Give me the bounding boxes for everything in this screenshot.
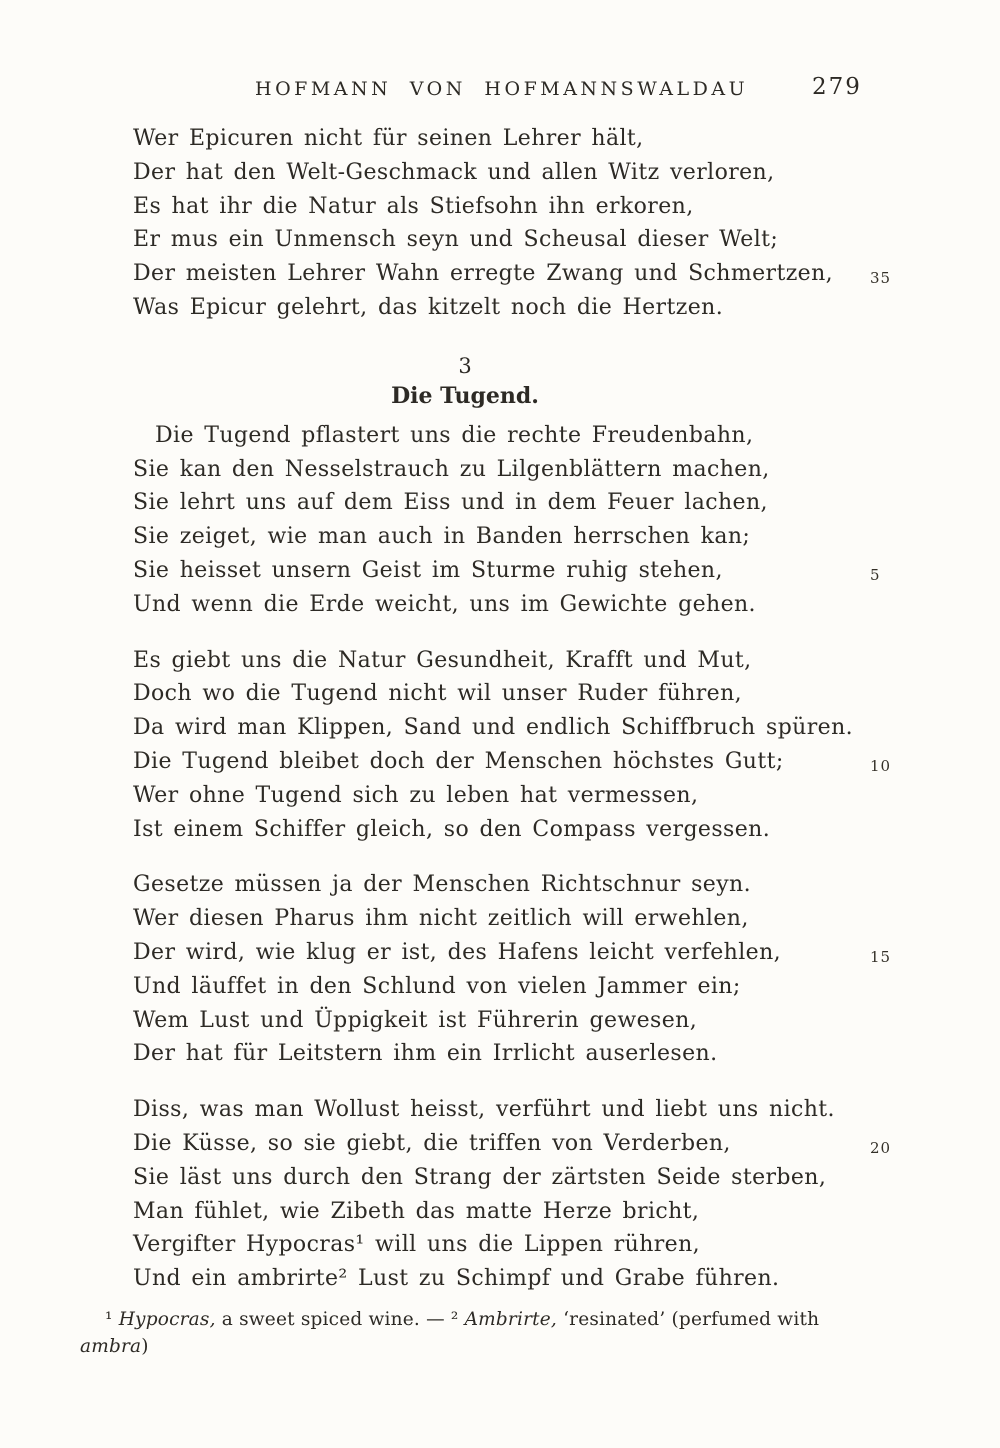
poem-line-text: Der meisten Lehrer Wahn erregte Zwang und Schmertzen, <box>133 261 834 287</box>
poem-line-text: Ist einem Schiffer gleich, so den Compass vergessen. <box>133 816 771 842</box>
poem-stanza <box>133 419 900 622</box>
poem-line-text: Sie kan den Nesselstrauch zu Lilgenblättern machen, <box>133 456 770 482</box>
poem-line-text: Da wird man Klippen, Sand und endlich Schiffbruch spüren. <box>133 715 854 741</box>
running-header: HOFMANN VON HOFMANNSWALDAU <box>255 78 749 100</box>
margin-line-number: 20 <box>870 1138 892 1157</box>
poem-line <box>133 711 900 745</box>
poem-line-text: Wer ohne Tugend sich zu leben hat vermessen, <box>133 782 699 808</box>
poem-stanza <box>133 1093 900 1296</box>
poem-line <box>133 902 900 936</box>
poem-line <box>133 1161 900 1195</box>
footnote <box>80 1306 880 1360</box>
poem-line <box>133 486 900 520</box>
poem-line-text: Es hat ihr die Natur als Stiefsohn ihn erkoren, <box>133 193 694 219</box>
footnote-term: Hypocras, <box>118 1309 216 1330</box>
poem-line <box>133 453 900 487</box>
poem-line <box>133 1037 900 1071</box>
footnote-text: a sweet spiced wine. — ² <box>215 1309 465 1330</box>
opening-stanza <box>133 122 900 325</box>
poem-line <box>133 644 900 678</box>
poem-line <box>133 554 900 588</box>
poem-line <box>133 419 900 453</box>
poem-body <box>133 419 900 1296</box>
poem-line-text: Die Küsse, so sie giebt, die triffen von Verderben, <box>133 1130 731 1156</box>
poem-line-text: Man fühlet, wie Zibeth das matte Herze bricht, <box>133 1198 700 1224</box>
poem-line-text: Sie läst uns durch den Strang der zärtsten Seide sterben, <box>133 1164 827 1190</box>
poem-line <box>133 779 900 813</box>
footnote-line <box>80 1306 880 1333</box>
poem-line <box>133 745 900 779</box>
poem-line-text: Und läuffet in den Schlund von vielen Jammer ein; <box>133 973 741 999</box>
margin-line-number: 15 <box>870 947 892 966</box>
poem-line <box>133 1195 900 1229</box>
poem-line-text: Doch wo die Tugend nicht wil unser Ruder führen, <box>133 681 743 707</box>
poem-line-text: Der hat für Leitstern ihm ein Irrlicht auserlesen. <box>133 1041 718 1067</box>
poem-line-text: Diss, was man Wollust heisst, verführt und liebt uns nicht. <box>133 1097 835 1123</box>
poem-line <box>133 1228 900 1262</box>
poem-line <box>133 970 900 1004</box>
margin-line-number: 10 <box>870 756 892 775</box>
poem-stanza <box>133 868 900 1071</box>
poem-stanza <box>133 644 900 847</box>
poem-line <box>133 190 900 224</box>
section-title: Die Tugend. <box>391 382 539 409</box>
margin-line-number: 5 <box>870 565 881 584</box>
poem-line-text: Die Tugend pflastert uns die rechte Freudenbahn, <box>155 422 754 448</box>
poem-line-text: Gesetze müssen ja der Menschen Richtschnur seyn. <box>133 872 752 898</box>
poem-line <box>133 1127 900 1161</box>
poem-line-text: Der wird, wie klug er ist, des Hafens leicht verfehlen, <box>133 939 782 965</box>
poem-line-text: Sie zeiget, wie man auch in Banden herrschen kan; <box>133 524 751 550</box>
poem-line-text: Er mus ein Unmensch seyn und Scheusal dieser Welt; <box>133 227 779 253</box>
footnote-text: ‘resinated’ (perfumed with <box>556 1309 820 1330</box>
poem-line-text: Und wenn die Erde weicht, uns im Gewichte gehen. <box>133 591 756 617</box>
poem-line-text: Sie lehrt uns auf dem Eiss und in dem Feuer lachen, <box>133 490 768 516</box>
footnote-term: ambra <box>80 1336 142 1357</box>
poem-line <box>133 1262 900 1296</box>
poem-line <box>133 813 900 847</box>
footnote-text: ) <box>141 1336 149 1357</box>
poem-line <box>133 588 900 622</box>
poem-line <box>133 223 900 257</box>
poem-line <box>133 677 900 711</box>
poem-line-text: Wem Lust und Üppigkeit ist Führerin gewesen, <box>133 1007 698 1033</box>
poem-line-text: Es giebt uns die Natur Gesundheit, Krafft und Mut, <box>133 647 752 673</box>
poem-line-text: Wer diesen Pharus ihm nicht zeitlich will erwehlen, <box>133 906 749 932</box>
poem-line <box>133 257 900 291</box>
footnote-term: Ambrirte, <box>464 1309 557 1330</box>
page-number: 279 <box>812 74 862 100</box>
poem-line-text: Und ein ambrirte² Lust zu Schimpf und Grabe führen. <box>133 1266 780 1292</box>
footnote-line <box>80 1333 880 1360</box>
section-heading <box>133 351 797 411</box>
footnote-text: ¹ <box>105 1309 119 1330</box>
poem-line-text: Sie heisset unsern Geist im Sturme ruhig stehen, <box>133 557 723 583</box>
poem-line <box>133 1093 900 1127</box>
page-content <box>133 122 900 1318</box>
poem-line <box>133 122 900 156</box>
section-number: 3 <box>458 353 472 378</box>
poem-line-text: Wer Epicuren nicht für seinen Lehrer hält, <box>133 126 644 151</box>
poem-line <box>133 156 900 190</box>
poem-line <box>133 936 900 970</box>
poem-line <box>133 1004 900 1038</box>
poem-line-text: Der hat den Welt-Geschmack und allen Witz verloren, <box>133 159 775 185</box>
poem-line-text: Was Epicur gelehrt, das kitzelt noch die Hertzen. <box>133 294 724 320</box>
margin-line-number: 35 <box>870 269 892 288</box>
poem-line-text: Vergifter Hypocras¹ will uns die Lippen rühren, <box>133 1232 701 1258</box>
poem-line <box>133 291 900 325</box>
poem-line <box>133 520 900 554</box>
poem-line <box>133 868 900 902</box>
poem-line-text: Die Tugend bleibet doch der Menschen höchstes Gutt; <box>133 748 784 774</box>
